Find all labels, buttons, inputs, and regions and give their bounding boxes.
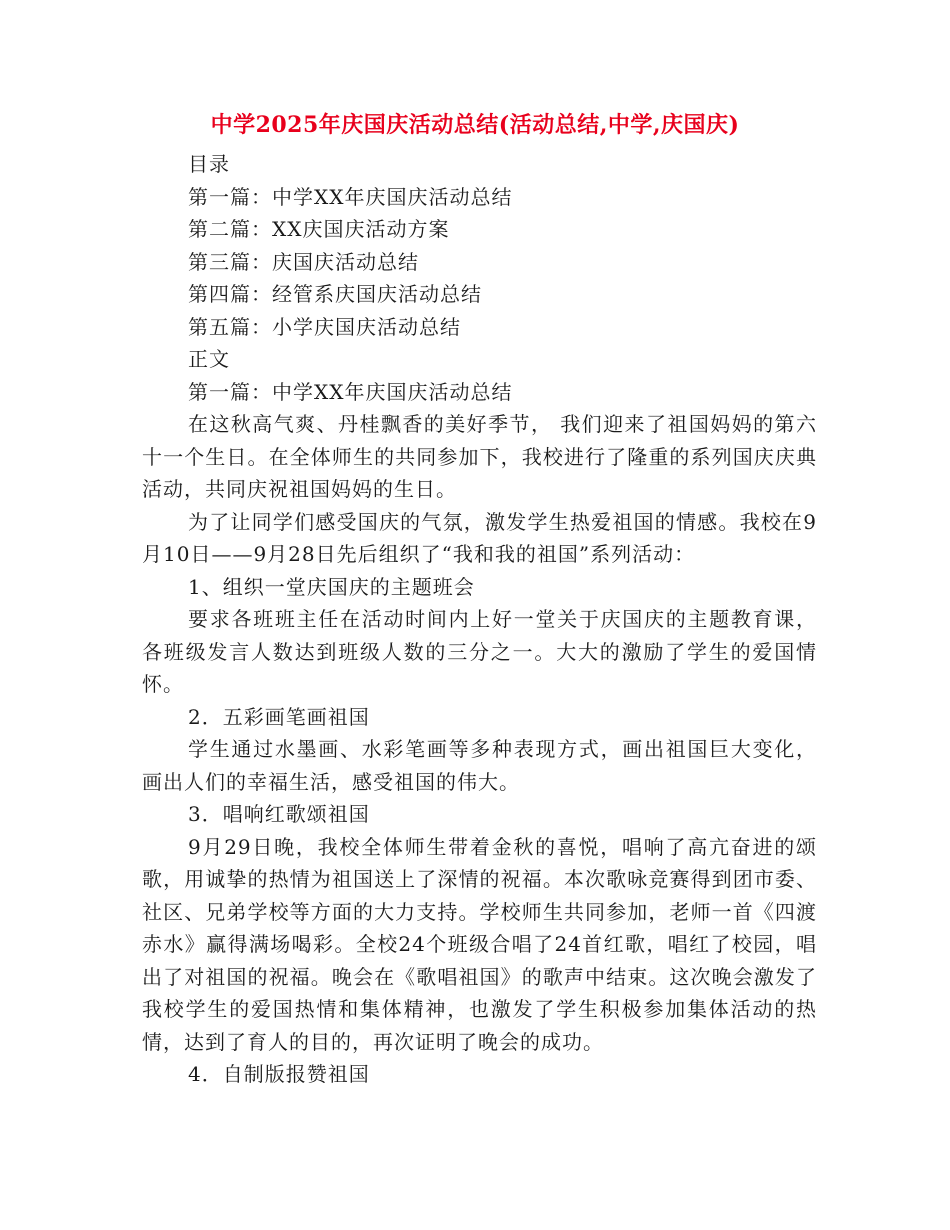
intro-paragraph: 在这秋高气爽、丹桂飘香的美好季节， 我们迎来了祖国妈妈的第六十一个生日。在全体师生的共同参加下，我校进行了隆重的系列国庆庆典活动，共同庆祝祖国妈妈的生日。 [142, 412, 817, 501]
section-paragraph: 要求各班班主任在活动时间内上好一堂关于庆国庆的主题教育课，各班级发言人数达到班级人数的三分之一。大大的激励了学生的爱国情怀。 [142, 607, 817, 696]
document-body [142, 148, 817, 1091]
section-heading: 1、组织一堂庆国庆的主题班会 [188, 574, 475, 599]
section-heading: 3．唱响红歌颂祖国 [188, 802, 370, 826]
document-title: 中学2025年庆国庆活动总结(活动总结,中学,庆国庆) [210, 112, 740, 138]
toc-item: 第二篇：XX庆国庆活动方案 [188, 217, 450, 241]
section-heading: 4．自制版报赞祖国 [188, 1062, 370, 1086]
toc-item: 第三篇：庆国庆活动总结 [188, 249, 419, 274]
section-heading: 2．五彩画笔画祖国 [188, 704, 370, 729]
toc-item: 第四篇：经管系庆国庆活动总结 [188, 282, 482, 306]
toc-heading: 目录 [188, 152, 230, 176]
section-paragraph: 学生通过水墨画、水彩笔画等多种表现方式，画出祖国巨大变化，画出人们的幸福生活，感受祖国的伟大。 [142, 737, 817, 794]
section-paragraph: 9月29日晚，我校全体师生带着金秋的喜悦，唱响了高亢奋进的颂歌，用诚挚的热情为祖国送上了深情的祝福。本次歌咏竞赛得到团市委、社区、兄弟学校等方面的大力支持。学校师生共同参加，老师一首《四渡赤水》赢得满场喝彩。全校24个班级合唱了24首红歌，唱红了校园，唱出了对祖国的祝福。晚会在《歌唱祖国》的歌声中结束。这次晚会激发了我校学生的爱国热情和集体精神，也激发了学生积极参加集体活动的热情，达到了育人的目的，再次证明了晚会的成功。 [142, 834, 817, 1054]
toc-item: 第一篇：中学XX年庆国庆活动总结 [188, 184, 513, 209]
body-heading: 正文 [188, 347, 230, 371]
toc-item: 第五篇：小学庆国庆活动总结 [188, 314, 461, 339]
chapter-title: 第一篇：中学XX年庆国庆活动总结 [188, 379, 513, 404]
intro-paragraph: 为了让同学们感受国庆的气氛，激发学生热爱祖国的情感。我校在9月10日——9月28日先后组织了“我和我的祖国”系列活动： [142, 509, 817, 566]
